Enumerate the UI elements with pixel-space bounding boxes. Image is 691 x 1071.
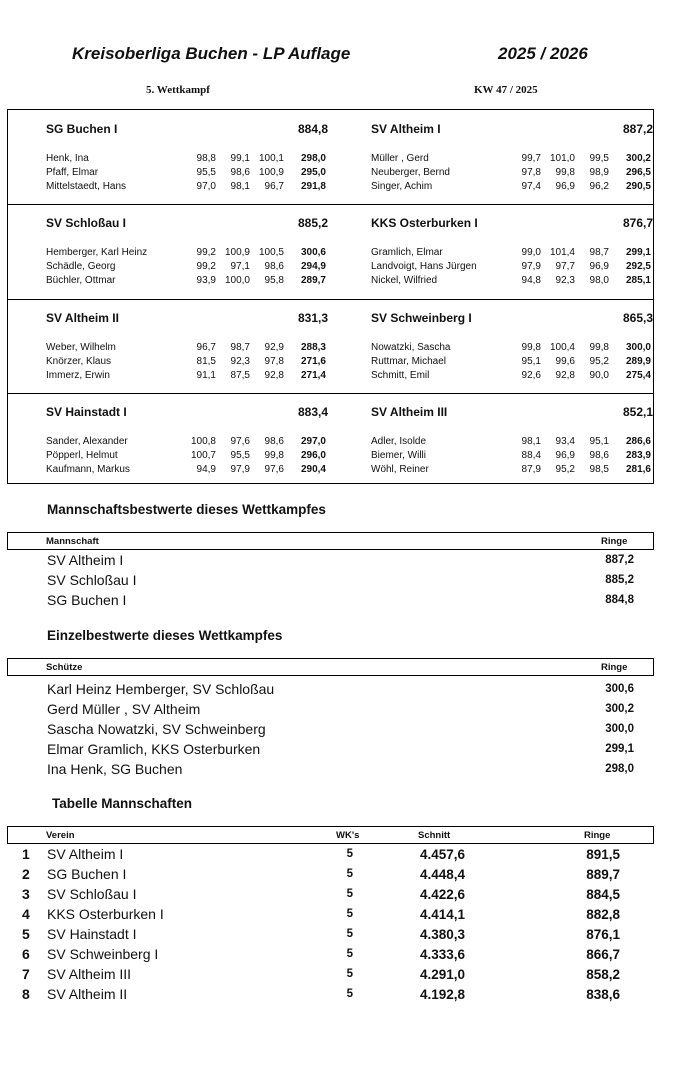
- series-3: 99,8: [589, 342, 609, 353]
- series-2: 98,7: [230, 342, 250, 353]
- series-1: 95,5: [196, 167, 216, 178]
- club-name: SV Hainstadt I: [47, 926, 137, 942]
- shooter-row: [331, 370, 654, 384]
- match-results-grid: [7, 109, 654, 484]
- series-3: 98,5: [589, 464, 609, 475]
- shooter-row: [331, 450, 654, 464]
- match-block: [8, 393, 653, 487]
- wk-count: 5: [346, 948, 353, 960]
- shooter-row: [8, 247, 331, 261]
- shooter-row: [331, 261, 654, 275]
- shooter-row: [331, 247, 654, 261]
- week-label: KW 47 / 2025: [474, 84, 538, 96]
- club-name: SG Buchen I: [47, 866, 127, 882]
- shooter-total: 294,9: [300, 261, 326, 272]
- club-name: SV Altheim II: [47, 986, 128, 1002]
- shooter-total: 300,6: [300, 247, 326, 258]
- series-2: 101,4: [549, 247, 575, 258]
- shooter-name: Landvoigt, Hans Jürgen: [371, 261, 477, 272]
- wk-count: 5: [346, 848, 353, 860]
- team-name: SV Altheim II: [46, 311, 119, 325]
- single-best-name: Sascha Nowatzki, SV Schweinberg: [47, 721, 266, 737]
- divider: [8, 393, 653, 394]
- shooter-row: [8, 436, 331, 450]
- shooter-total: 281,6: [625, 464, 651, 475]
- series-2: 99,1: [230, 153, 250, 164]
- series-3: 100,9: [258, 167, 284, 178]
- shooter-row: [8, 153, 331, 167]
- series-3: 97,8: [264, 356, 284, 367]
- shooter-total: 289,9: [625, 356, 651, 367]
- col-shooter: Schütze: [46, 662, 83, 673]
- wk-count: 5: [346, 968, 353, 980]
- series-1: 100,8: [190, 436, 216, 447]
- series-1: 99,0: [521, 247, 541, 258]
- series-2: 97,1: [230, 261, 250, 272]
- shooter-name: Adler, Isolde: [371, 436, 427, 447]
- shooter-total: 291,8: [300, 181, 326, 192]
- series-2: 97,6: [230, 436, 250, 447]
- single-best-heading: Einzelbestwerte dieses Wettkampfes: [47, 628, 283, 643]
- team-best-name: SV Schloßau I: [47, 572, 137, 588]
- series-1: 94,9: [196, 464, 216, 475]
- series-2: 100,0: [224, 275, 250, 286]
- divider: [8, 299, 653, 300]
- wk-count: 5: [346, 888, 353, 900]
- shooter-row: [8, 275, 331, 289]
- col-wk: WK's: [336, 830, 360, 841]
- col-rings: Ringe: [601, 662, 628, 673]
- club-total: 4.448,4: [419, 867, 465, 882]
- team-name: SV Schloßau I: [46, 216, 127, 230]
- series-1: 99,2: [196, 261, 216, 272]
- match-block: [8, 110, 653, 204]
- shooter-name: Singer, Achim: [371, 181, 433, 192]
- team-best-heading: Mannschaftsbestwerte dieses Wettkampfes: [47, 502, 326, 517]
- team-total: 883,4: [297, 405, 328, 419]
- shooter-row: [331, 356, 654, 370]
- series-3: 95,2: [589, 356, 609, 367]
- shooter-total: 297,0: [300, 436, 326, 447]
- single-best-name: Ina Henk, SG Buchen: [47, 761, 183, 777]
- series-2: 93,4: [555, 436, 575, 447]
- single-best-header: [7, 658, 654, 676]
- rank-number: 5: [22, 926, 30, 942]
- series-2: 96,9: [555, 181, 575, 192]
- shooter-row: [8, 370, 331, 384]
- series-3: 98,0: [589, 275, 609, 286]
- series-1: 87,9: [521, 464, 541, 475]
- rank-number: 2: [22, 866, 30, 882]
- shooter-name: Nickel, Wilfried: [371, 275, 438, 286]
- series-1: 81,5: [196, 356, 216, 367]
- shooter-total: 292,5: [625, 261, 651, 272]
- series-2: 95,2: [555, 464, 575, 475]
- series-2: 92,8: [555, 370, 575, 381]
- series-2: 99,8: [555, 167, 575, 178]
- series-3: 99,8: [264, 450, 284, 461]
- series-1: 97,4: [521, 181, 541, 192]
- single-best-name: Gerd Müller , SV Altheim: [47, 701, 201, 717]
- shooter-row: [331, 153, 654, 167]
- shooter-total: 296,0: [300, 450, 326, 461]
- shooter-name: Neuberger, Bernd: [371, 167, 450, 178]
- series-3: 98,6: [264, 436, 284, 447]
- club-average: 884,5: [586, 887, 620, 902]
- club-name: KKS Osterburken I: [47, 906, 164, 922]
- club-average: 882,8: [586, 907, 620, 922]
- rank-number: 8: [22, 986, 30, 1002]
- series-1: 97,8: [521, 167, 541, 178]
- club-name: SV Schweinberg I: [47, 946, 159, 962]
- shooter-row: [331, 181, 654, 195]
- standings-heading: Tabelle Mannschaften: [52, 796, 193, 811]
- series-1: 97,0: [196, 181, 216, 192]
- shooter-total: 295,0: [300, 167, 326, 178]
- series-2: 87,5: [230, 370, 250, 381]
- team-total: 885,2: [297, 216, 328, 230]
- shooter-row: [8, 450, 331, 464]
- series-1: 93,9: [196, 275, 216, 286]
- shooter-total: 271,4: [300, 370, 326, 381]
- shooter-row: [8, 167, 331, 181]
- shooter-row: [331, 464, 654, 478]
- series-2: 92,3: [555, 275, 575, 286]
- shooter-total: 288,3: [300, 342, 326, 353]
- shooter-total: 290,4: [300, 464, 326, 475]
- series-1: 99,8: [521, 342, 541, 353]
- shooter-name: Henk, Ina: [46, 153, 89, 164]
- series-3: 95,8: [264, 275, 284, 286]
- team-best-name: SG Buchen I: [47, 592, 127, 608]
- col-club: Verein: [46, 830, 75, 841]
- shooter-total: 300,0: [625, 342, 651, 353]
- series-2: 92,3: [230, 356, 250, 367]
- shooter-total: 289,7: [300, 275, 326, 286]
- series-1: 97,9: [521, 261, 541, 272]
- club-total: 4.380,3: [419, 927, 465, 942]
- team-result: [8, 204, 331, 298]
- shooter-name: Weber, Wilhelm: [46, 342, 116, 353]
- shooter-row: [8, 464, 331, 478]
- shooter-total: 299,1: [625, 247, 651, 258]
- shooter-total: 285,1: [625, 275, 651, 286]
- team-name: SV Altheim III: [371, 405, 448, 419]
- team-total: 865,3: [622, 311, 653, 325]
- series-3: 96,7: [264, 181, 284, 192]
- series-2: 95,5: [230, 450, 250, 461]
- series-2: 96,9: [555, 450, 575, 461]
- shooter-total: 296,5: [625, 167, 651, 178]
- series-3: 98,7: [589, 247, 609, 258]
- club-average: 889,7: [586, 867, 620, 882]
- shooter-row: [8, 181, 331, 195]
- rank-number: 6: [22, 946, 30, 962]
- series-3: 96,9: [589, 261, 609, 272]
- season-label: 2025 / 2026: [498, 44, 588, 63]
- series-2: 101,0: [549, 153, 575, 164]
- shooter-name: Wöhl, Reiner: [371, 464, 429, 475]
- series-1: 99,2: [196, 247, 216, 258]
- team-best-name: SV Altheim I: [47, 552, 124, 568]
- series-1: 92,6: [521, 370, 541, 381]
- shooter-total: 275,4: [625, 370, 651, 381]
- single-best-value: 300,0: [605, 723, 634, 735]
- wk-count: 5: [346, 908, 353, 920]
- shooter-name: Büchler, Ottmar: [46, 275, 116, 286]
- team-best-header: [7, 532, 654, 550]
- series-2: 98,1: [230, 181, 250, 192]
- shooter-name: Knörzer, Klaus: [46, 356, 112, 367]
- series-3: 98,9: [589, 167, 609, 178]
- team-name: SV Schweinberg I: [371, 311, 472, 325]
- series-1: 88,4: [521, 450, 541, 461]
- club-average: 876,1: [586, 927, 620, 942]
- club-average: 891,5: [586, 847, 620, 862]
- club-total: 4.333,6: [419, 947, 465, 962]
- single-best-name: Elmar Gramlich, KKS Osterburken: [47, 741, 261, 757]
- col-rings: Ringe: [584, 830, 611, 841]
- series-3: 98,6: [264, 261, 284, 272]
- shooter-row: [331, 275, 654, 289]
- shooter-total: 298,0: [300, 153, 326, 164]
- single-best-value: 299,1: [605, 743, 634, 755]
- series-3: 96,2: [589, 181, 609, 192]
- rank-number: 7: [22, 966, 30, 982]
- shooter-row: [331, 167, 654, 181]
- shooter-name: Mittelstaedt, Hans: [46, 181, 127, 192]
- shooter-row: [8, 356, 331, 370]
- team-name: SV Hainstadt I: [46, 405, 127, 419]
- team-best-value: 884,8: [605, 594, 634, 606]
- team-total: 852,1: [622, 405, 653, 419]
- series-3: 90,0: [589, 370, 609, 381]
- shooter-name: Schädle, Georg: [46, 261, 116, 272]
- club-name: SV Schloßau I: [47, 886, 137, 902]
- shooter-total: 290,5: [625, 181, 651, 192]
- team-result: [8, 393, 331, 487]
- team-best-value: 885,2: [605, 574, 634, 586]
- standings-header: [7, 826, 654, 844]
- club-average: 866,7: [586, 947, 620, 962]
- shooter-total: 286,6: [625, 436, 651, 447]
- series-3: 99,5: [589, 153, 609, 164]
- single-best-name: Karl Heinz Hemberger, SV Schloßau: [47, 681, 275, 697]
- shooter-name: Nowatzki, Sascha: [371, 342, 451, 353]
- series-1: 98,8: [196, 153, 216, 164]
- single-best-value: 298,0: [605, 763, 634, 775]
- wk-count: 5: [346, 868, 353, 880]
- team-name: KKS Osterburken I: [371, 216, 478, 230]
- shooter-name: Pöpperl, Helmut: [46, 450, 118, 461]
- club-total: 4.192,8: [419, 987, 465, 1002]
- team-name: SV Altheim I: [371, 122, 441, 136]
- col-rings: Ringe: [601, 536, 628, 547]
- shooter-name: Schmitt, Emil: [371, 370, 430, 381]
- series-3: 92,8: [264, 370, 284, 381]
- series-3: 97,6: [264, 464, 284, 475]
- team-result: [331, 110, 654, 204]
- series-1: 99,7: [521, 153, 541, 164]
- club-average: 858,2: [586, 967, 620, 982]
- shooter-total: 300,2: [625, 153, 651, 164]
- shooter-name: Müller , Gerd: [371, 153, 429, 164]
- rank-number: 3: [22, 886, 30, 902]
- team-result: [331, 299, 654, 393]
- single-best-value: 300,2: [605, 703, 634, 715]
- team-result: [8, 110, 331, 204]
- series-3: 92,9: [264, 342, 284, 353]
- shooter-row: [331, 342, 654, 356]
- series-1: 100,7: [190, 450, 216, 461]
- team-result: [331, 204, 654, 298]
- series-2: 100,4: [549, 342, 575, 353]
- shooter-name: Kaufmann, Markus: [46, 464, 130, 475]
- series-1: 96,7: [196, 342, 216, 353]
- match-block: [8, 299, 653, 393]
- shooter-total: 283,9: [625, 450, 651, 461]
- team-total: 831,3: [297, 311, 328, 325]
- club-name: SV Altheim I: [47, 846, 124, 862]
- shooter-row: [8, 342, 331, 356]
- series-3: 98,6: [589, 450, 609, 461]
- round-label: 5. Wettkampf: [146, 84, 210, 96]
- club-name: SV Altheim III: [47, 966, 132, 982]
- shooter-name: Gramlich, Elmar: [371, 247, 443, 258]
- shooter-row: [8, 261, 331, 275]
- series-2: 97,9: [230, 464, 250, 475]
- series-3: 100,5: [258, 247, 284, 258]
- divider: [8, 204, 653, 205]
- rank-number: 1: [22, 846, 30, 862]
- club-total: 4.414,1: [419, 907, 465, 922]
- shooter-total: 271,6: [300, 356, 326, 367]
- match-block: [8, 204, 653, 298]
- team-name: SG Buchen I: [46, 122, 118, 136]
- shooter-name: Hemberger, Karl Heinz: [46, 247, 148, 258]
- series-1: 91,1: [196, 370, 216, 381]
- series-3: 95,1: [589, 436, 609, 447]
- shooter-name: Pfaff, Elmar: [46, 167, 99, 178]
- shooter-name: Biemer, Willi: [371, 450, 427, 461]
- team-best-value: 887,2: [605, 554, 634, 566]
- team-total: 887,2: [622, 122, 653, 136]
- series-2: 99,6: [555, 356, 575, 367]
- club-total: 4.422,6: [419, 887, 465, 902]
- team-result: [331, 393, 654, 487]
- club-total: 4.291,0: [419, 967, 465, 982]
- col-avg: Schnitt: [418, 830, 451, 841]
- series-1: 94,8: [521, 275, 541, 286]
- club-average: 838,6: [586, 987, 620, 1002]
- series-3: 100,1: [258, 153, 284, 164]
- team-total: 884,8: [297, 122, 328, 136]
- team-result: [8, 299, 331, 393]
- club-total: 4.457,6: [419, 847, 465, 862]
- team-total: 876,7: [622, 216, 653, 230]
- series-2: 97,7: [555, 261, 575, 272]
- shooter-row: [331, 436, 654, 450]
- series-2: 100,9: [224, 247, 250, 258]
- single-best-value: 300,6: [605, 683, 634, 695]
- wk-count: 5: [346, 928, 353, 940]
- series-2: 98,6: [230, 167, 250, 178]
- page-title: Kreisoberliga Buchen - LP Auflage: [72, 44, 351, 63]
- shooter-name: Immerz, Erwin: [46, 370, 110, 381]
- shooter-name: Sander, Alexander: [46, 436, 128, 447]
- series-1: 95,1: [521, 356, 541, 367]
- rank-number: 4: [22, 906, 30, 922]
- col-team: Mannschaft: [46, 536, 99, 547]
- series-1: 98,1: [521, 436, 541, 447]
- shooter-name: Ruttmar, Michael: [371, 356, 447, 367]
- wk-count: 5: [346, 988, 353, 1000]
